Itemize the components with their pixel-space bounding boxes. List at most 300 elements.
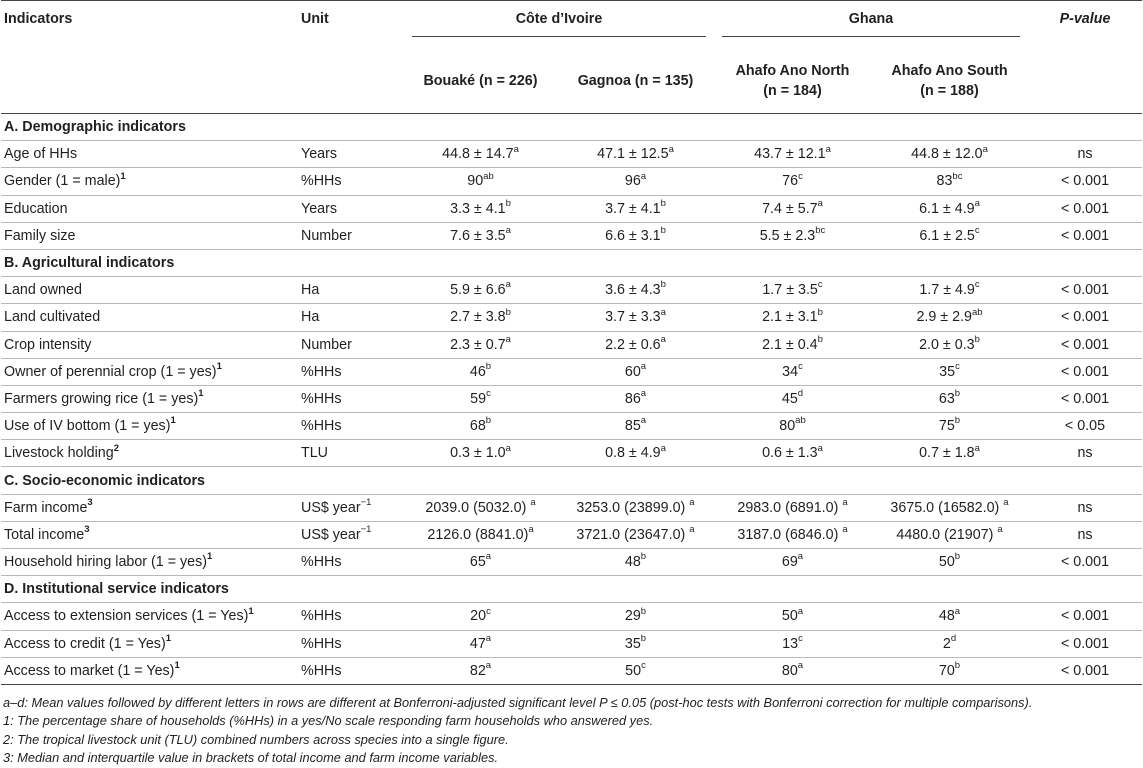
significance-letter: d (797, 388, 804, 400)
significance-letter: a (797, 660, 804, 672)
indicator-text: Land owned (4, 282, 82, 299)
value-cell (714, 141, 871, 168)
significance-letter: a (817, 197, 823, 209)
significance-letter: c (817, 279, 823, 291)
value-text: 2.1 ± 3.1 (762, 309, 818, 326)
unit-text: Number (301, 336, 352, 353)
pvalue-cell: ns (1028, 521, 1142, 548)
footnote-marker: 1 (174, 660, 180, 672)
significance-letter: b (817, 333, 823, 345)
value-cell (871, 141, 1028, 168)
indicator-label (1, 630, 299, 657)
value-text: 44.8 ± 14.7 (442, 146, 514, 163)
table-row (1, 222, 1142, 249)
value-cell (871, 331, 1028, 358)
table-row (1, 141, 1142, 168)
significance-letter: a (817, 442, 823, 454)
indicator-label (1, 168, 299, 195)
unit-text: Ha (301, 282, 320, 299)
value-text: 6.1 ± 4.9 (919, 200, 975, 217)
value-cell (404, 222, 557, 249)
indicator-label (1, 603, 299, 630)
value-cell (871, 277, 1028, 304)
header-country-ghana (714, 1, 1028, 50)
value-cell (714, 222, 871, 249)
pvalue-cell: < 0.001 (1028, 385, 1142, 412)
value-text: 3187.0 (6846.0) (737, 526, 843, 543)
value-cell (714, 657, 871, 684)
table-row (1, 277, 1142, 304)
value-cell (404, 657, 557, 684)
footnote: 2: The tropical livestock unit (TLU) combined numbers across species into a single figure. (3, 731, 509, 747)
significance-letter: a (974, 442, 980, 454)
value-cell (557, 168, 714, 195)
unit-cell (299, 549, 404, 576)
significance-letter: c (486, 388, 491, 400)
indicator-text: Farmers growing rice (1 = yes) (4, 390, 199, 407)
unit-cell (299, 413, 404, 440)
value-text: 3675.0 (16582.0) (890, 499, 1004, 516)
value-text: 2 (942, 635, 951, 652)
significance-letter: a (689, 524, 695, 536)
value-text: 34 (782, 363, 799, 380)
unit-text: US$ year (301, 499, 361, 516)
unit-cell (299, 494, 404, 521)
value-cell (714, 331, 871, 358)
value-cell (871, 168, 1028, 195)
value-text: 96 (624, 173, 641, 190)
site-name: Ahafo Ano South (891, 63, 1008, 79)
value-text: 2126.0 (8841.0) (427, 526, 529, 543)
significance-letter: b (954, 388, 961, 400)
value-text: 0.3 ± 1.0 (450, 445, 506, 462)
section-title: D. Institutional service indicators (1, 576, 1142, 603)
significance-letter: d (950, 632, 957, 644)
value-cell (714, 195, 871, 222)
significance-letter: a (982, 143, 988, 155)
value-cell (871, 603, 1028, 630)
value-text: 76 (782, 173, 799, 190)
unit-cell (299, 521, 404, 548)
indicator-label (1, 385, 299, 412)
unit-cell (299, 195, 404, 222)
indicator-text: Family size (4, 227, 76, 244)
value-cell (404, 304, 557, 331)
value-cell (404, 603, 557, 630)
indicator-text: Use of IV bottom (1 = yes) (4, 418, 171, 435)
table-row (1, 331, 1142, 358)
value-text: 0.7 ± 1.8 (919, 445, 975, 462)
value-cell (557, 630, 714, 657)
value-cell (714, 603, 871, 630)
significance-letter: b (505, 197, 511, 209)
significance-letter: c (974, 279, 980, 291)
unit-cell (299, 277, 404, 304)
value-text: 6.1 ± 2.5 (919, 227, 975, 244)
value-cell (714, 168, 871, 195)
value-text: 4480.0 (21907) (896, 526, 998, 543)
footnote: 1: The percentage share of households (%HHs) in a yes/No scale responding farm households who answered yes. (3, 713, 654, 729)
significance-letter: b (485, 361, 492, 373)
indicator-label (1, 358, 299, 385)
unit-text: Ha (301, 309, 320, 326)
value-text: 68 (469, 418, 486, 435)
unit-text: Years (301, 146, 338, 163)
site-sample-size: (n = 226) (479, 73, 538, 89)
significance-letter: a (505, 279, 511, 291)
indicator-text: Access to extension services (1 = Yes) (4, 608, 249, 625)
pvalue-cell: ns (1028, 141, 1142, 168)
table-row (1, 195, 1142, 222)
footnotes (0, 694, 1143, 768)
value-text: 47.1 ± 12.5 (597, 146, 669, 163)
value-cell (714, 304, 871, 331)
pvalue-cell: ns (1028, 494, 1142, 521)
value-text: 3.3 ± 4.1 (450, 200, 506, 217)
unit-text: %HHs (301, 662, 342, 679)
significance-letter: a (660, 442, 666, 454)
indicator-label (1, 440, 299, 467)
significance-letter: a (485, 551, 492, 563)
footnote-marker: 1 (165, 632, 172, 644)
value-cell (557, 494, 714, 521)
value-cell (871, 385, 1028, 412)
indicator-label (1, 494, 299, 521)
header-country-cote-divoire (404, 1, 714, 50)
value-text: 48 (624, 554, 641, 571)
value-text: 50 (625, 662, 642, 679)
significance-letter: a (640, 361, 647, 373)
unit-cell (299, 385, 404, 412)
value-text: 0.6 ± 1.3 (762, 445, 818, 462)
significance-letter: a (797, 605, 804, 617)
indicator-label (1, 549, 299, 576)
indicator-text: Land cultivated (4, 309, 101, 326)
section-title: A. Demographic indicators (1, 114, 1142, 141)
significance-letter: c (955, 361, 960, 373)
unit-text: %HHs (301, 173, 342, 190)
indicator-text: Household hiring labor (1 = yes) (4, 554, 208, 571)
value-text: 59 (470, 390, 487, 407)
header-indicators: Indicators (1, 1, 299, 50)
site-name: Bouaké (423, 73, 476, 89)
value-text: 3.6 ± 4.3 (605, 282, 661, 299)
value-cell (404, 331, 557, 358)
significance-letter: c (798, 632, 803, 644)
significance-letter: a (505, 225, 511, 237)
footnote-marker: 1 (170, 415, 176, 427)
value-text: 3.7 ± 4.1 (605, 200, 661, 217)
significance-letter: a (485, 660, 492, 672)
indicator-label (1, 521, 299, 548)
pvalue-cell: < 0.001 (1028, 549, 1142, 576)
value-cell (714, 630, 871, 657)
footnote: 3: Median and interquartile value in brackets of total income and farm income variables. (3, 750, 499, 766)
value-text: 60 (624, 363, 641, 380)
value-cell (557, 440, 714, 467)
significance-letter: b (660, 279, 666, 291)
footnote-marker: 3 (84, 524, 90, 536)
unit-exponent: −1 (360, 496, 372, 508)
pvalue-cell: ns (1028, 440, 1142, 467)
significance-letter: b (660, 197, 666, 209)
table-row (1, 603, 1142, 630)
value-cell (404, 413, 557, 440)
footnote-marker: 1 (120, 170, 126, 182)
footnote-marker: 1 (216, 361, 222, 373)
significance-letter: b (660, 225, 666, 237)
indicator-label (1, 277, 299, 304)
value-cell (871, 440, 1028, 467)
significance-letter: b (954, 415, 961, 427)
significance-letter: b (817, 306, 823, 318)
section-header-row (1, 249, 1142, 276)
value-text: 2.0 ± 0.3 (919, 336, 975, 353)
section-title: B. Agricultural indicators (1, 249, 1142, 276)
significance-letter: a (997, 524, 1003, 536)
unit-text: Years (301, 200, 338, 217)
value-cell (871, 304, 1028, 331)
header-site (871, 49, 1028, 114)
value-text: 45 (781, 390, 798, 407)
value-cell (871, 630, 1028, 657)
value-text: 69 (781, 554, 798, 571)
value-text: 75 (938, 418, 955, 435)
unit-cell (299, 440, 404, 467)
unit-cell (299, 168, 404, 195)
unit-cell (299, 603, 404, 630)
value-text: 35 (624, 635, 641, 652)
value-text: 20 (470, 608, 487, 625)
value-cell (557, 331, 714, 358)
unit-text: %HHs (301, 608, 342, 625)
table-row (1, 440, 1142, 467)
significance-letter: b (640, 605, 647, 617)
significance-letter: b (505, 306, 511, 318)
value-cell (714, 549, 871, 576)
indicator-label (1, 413, 299, 440)
pvalue-cell: < 0.05 (1028, 413, 1142, 440)
significance-letter: a (505, 333, 511, 345)
significance-letter: a (842, 496, 848, 508)
table-row (1, 494, 1142, 521)
value-cell (871, 358, 1028, 385)
footnote-marker: 1 (198, 388, 204, 400)
value-cell (714, 413, 871, 440)
value-cell (714, 277, 871, 304)
value-cell (404, 277, 557, 304)
indicator-text: Education (4, 200, 68, 217)
significance-letter: b (640, 551, 647, 563)
value-text: 82 (469, 662, 486, 679)
value-cell (404, 195, 557, 222)
value-text: 47 (469, 635, 486, 652)
value-cell (557, 657, 714, 684)
value-text: 6.6 ± 3.1 (605, 227, 661, 244)
value-cell (557, 304, 714, 331)
value-text: 35 (939, 363, 956, 380)
value-cell (557, 277, 714, 304)
value-text: 1.7 ± 3.5 (762, 282, 818, 299)
value-text: 85 (624, 418, 641, 435)
value-text: 43.7 ± 12.1 (754, 146, 826, 163)
table-row (1, 385, 1142, 412)
significance-letter: a (513, 143, 519, 155)
value-cell (557, 358, 714, 385)
value-text: 7.6 ± 3.5 (450, 227, 506, 244)
significance-letter: c (641, 660, 646, 672)
significance-letter: b (640, 632, 647, 644)
value-text: 2.1 ± 0.4 (762, 336, 818, 353)
significance-letter: a (1003, 496, 1009, 508)
unit-cell (299, 222, 404, 249)
significance-letter: b (485, 415, 492, 427)
value-text: 83 (936, 173, 953, 190)
value-text: 48 (938, 608, 955, 625)
value-text: 1.7 ± 4.9 (919, 282, 975, 299)
table-row (1, 304, 1142, 331)
pvalue-cell: < 0.001 (1028, 358, 1142, 385)
site-sample-size: (n = 188) (920, 83, 979, 99)
header-country-label: Ghana (722, 11, 1020, 37)
value-cell (404, 521, 557, 548)
header-pvalue (1028, 1, 1142, 50)
footnote: a–d: Mean values followed by different letters in rows are different at Bonferroni-adjusted significant level P ≤ 0.05 (post-hoc tests with Bonferroni correction for multiple comparisons). (3, 694, 1033, 710)
pvalue-cell: < 0.001 (1028, 603, 1142, 630)
site-sample-size: (n = 135) (634, 73, 694, 89)
value-cell (871, 222, 1028, 249)
value-cell (404, 141, 557, 168)
value-text: 63 (938, 390, 955, 407)
unit-text: %HHs (301, 554, 342, 571)
value-text: 29 (624, 608, 641, 625)
pvalue-cell: < 0.001 (1028, 657, 1142, 684)
value-text: 2039.0 (5032.0) (425, 499, 531, 516)
unit-text: %HHs (301, 363, 342, 380)
table-row (1, 168, 1142, 195)
value-text: 3253.0 (23899.0) (576, 499, 690, 516)
significance-letter: b (974, 333, 980, 345)
value-cell (404, 630, 557, 657)
significance-letter: a (689, 496, 695, 508)
significance-letter: ab (971, 306, 983, 318)
value-cell (404, 168, 557, 195)
unit-cell (299, 304, 404, 331)
significance-letter: a (640, 415, 647, 427)
value-cell (404, 358, 557, 385)
header-blank (1028, 49, 1142, 114)
value-text: 13 (782, 635, 799, 652)
pvalue-cell: < 0.001 (1028, 331, 1142, 358)
significance-letter: c (798, 170, 803, 182)
value-text: 2.7 ± 3.8 (450, 309, 506, 326)
unit-text: %HHs (301, 418, 342, 435)
significance-letter: a (528, 524, 534, 536)
value-text: 2.2 ± 0.6 (605, 336, 661, 353)
value-text: 90 (467, 173, 484, 190)
unit-cell (299, 657, 404, 684)
significance-letter: b (954, 551, 961, 563)
value-cell (557, 549, 714, 576)
value-text: 50 (938, 554, 955, 571)
site-name: Ahafo Ano North (735, 63, 850, 79)
section-header-row (1, 576, 1142, 603)
indicator-label (1, 657, 299, 684)
unit-cell (299, 331, 404, 358)
table-header (1, 1, 1142, 114)
table-row (1, 549, 1142, 576)
value-cell (404, 385, 557, 412)
unit-text: Number (301, 227, 352, 244)
footnote-marker: 2 (113, 442, 119, 454)
header-blank (299, 49, 404, 114)
value-text: 70 (938, 662, 955, 679)
table-row (1, 630, 1142, 657)
value-text: 3.7 ± 3.3 (605, 309, 661, 326)
value-text: 7.4 ± 5.7 (762, 200, 818, 217)
unit-text: US$ year (301, 526, 361, 543)
site-sample-size: (n = 184) (763, 83, 822, 99)
value-cell (404, 440, 557, 467)
pvalue-cell: < 0.001 (1028, 277, 1142, 304)
value-text: 86 (624, 390, 641, 407)
value-cell (871, 549, 1028, 576)
footnote-marker: 3 (87, 496, 93, 508)
significance-letter: bc (815, 225, 826, 237)
pvalue-cell: < 0.001 (1028, 304, 1142, 331)
value-text: 2983.0 (6891.0) (737, 499, 843, 516)
significance-letter: ab (483, 170, 494, 182)
site-name: Gagnoa (577, 73, 631, 89)
value-text: 50 (781, 608, 798, 625)
pvalue-cell: < 0.001 (1028, 195, 1142, 222)
value-cell (871, 521, 1028, 548)
value-cell (557, 413, 714, 440)
significance-letter: a (505, 442, 511, 454)
table-row (1, 358, 1142, 385)
section-header-row (1, 114, 1142, 141)
indicator-label (1, 222, 299, 249)
table-row (1, 521, 1142, 548)
value-text: 46 (469, 363, 486, 380)
value-text: 65 (469, 554, 486, 571)
indicator-text: Livestock holding (4, 445, 114, 462)
section-title: C. Socio-economic indicators (1, 467, 1142, 494)
value-cell (404, 549, 557, 576)
value-cell (714, 358, 871, 385)
significance-letter: c (486, 605, 491, 617)
indicator-text: Total income (4, 526, 85, 543)
significance-letter: a (974, 197, 980, 209)
footnote-marker: 1 (207, 551, 213, 563)
indicator-text: Owner of perennial crop (1 = yes) (4, 363, 217, 380)
footnote-marker: 1 (248, 605, 254, 617)
value-cell (871, 195, 1028, 222)
indicator-text: Gender (1 = male) (4, 173, 121, 190)
significance-letter: bc (952, 170, 963, 182)
value-cell (557, 521, 714, 548)
header-country-label: Côte d’Ivoire (412, 11, 706, 37)
value-text: 44.8 ± 12.0 (911, 146, 983, 163)
header-site (714, 49, 871, 114)
value-cell (714, 440, 871, 467)
significance-letter: ab (795, 415, 806, 427)
value-cell (871, 494, 1028, 521)
value-text: 2.9 ± 2.9 (916, 309, 972, 326)
significance-letter: a (530, 496, 536, 508)
table-row (1, 657, 1142, 684)
header-pvalue-label: P-value (1059, 11, 1111, 27)
